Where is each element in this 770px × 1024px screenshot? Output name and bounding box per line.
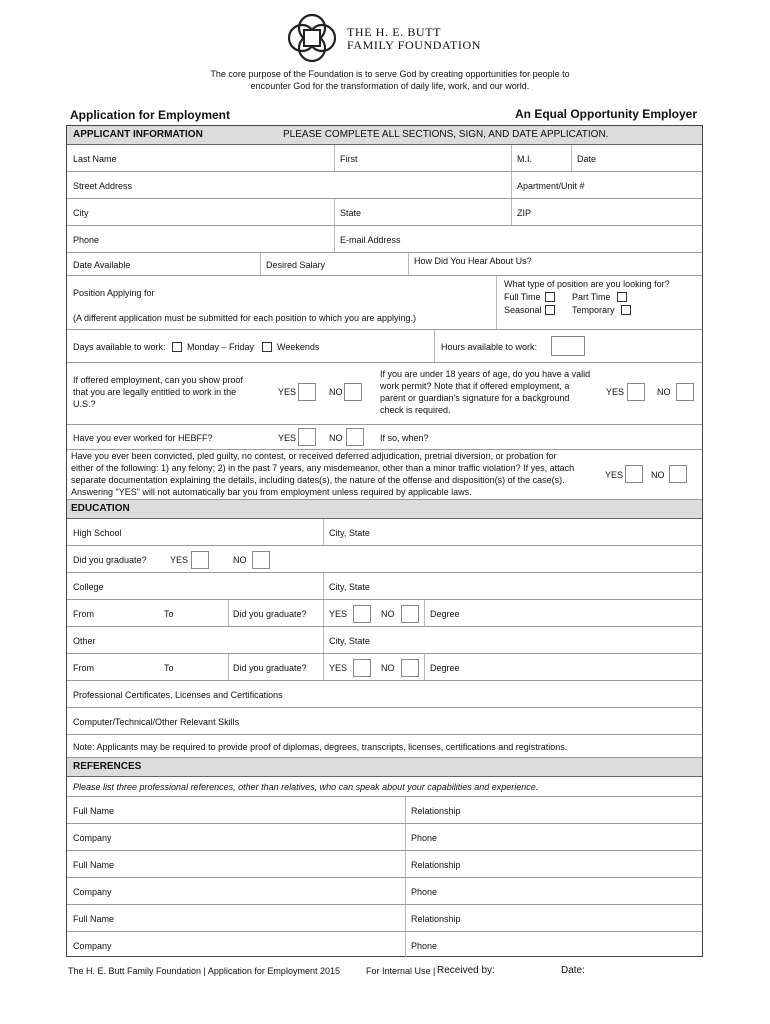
full-time-label: Full Time xyxy=(504,292,541,302)
education-note: Note: Applicants may be required to provide proof of diplomas, degrees, transcripts, licenses, certifications and registrations. xyxy=(73,742,568,752)
skills-row[interactable] xyxy=(67,708,702,735)
desired-salary-label: Desired Salary xyxy=(266,260,326,270)
full-time-checkbox[interactable] xyxy=(545,292,555,302)
under18-line2: work permit? Note that if offered employment, a xyxy=(380,381,570,391)
reference1-company-row[interactable] xyxy=(67,824,702,851)
college-row[interactable] xyxy=(67,573,702,600)
under18-yes-label: YES xyxy=(606,387,625,397)
availability-row[interactable] xyxy=(67,253,702,276)
ref3-relationship-label: Relationship xyxy=(411,914,461,924)
conviction-row[interactable] xyxy=(67,450,702,500)
conviction-no-box[interactable] xyxy=(669,465,687,483)
part-time-checkbox[interactable] xyxy=(617,292,627,302)
phone-label: Phone xyxy=(73,235,100,245)
ref1-name-label: Full Name xyxy=(73,806,115,816)
work-eligibility-row[interactable] xyxy=(67,363,702,425)
ref3-phone-label: Phone xyxy=(411,941,438,951)
hebff-yes-label: YES xyxy=(278,433,297,443)
proof-no-label: NO xyxy=(329,387,343,397)
references-instruction-row xyxy=(67,777,702,797)
street-address-label: Street Address xyxy=(73,181,133,191)
hebff-when-label: If so, when? xyxy=(380,433,429,443)
zip-label: ZIP xyxy=(517,208,532,218)
application-form xyxy=(66,125,703,957)
city-row[interactable] xyxy=(67,199,702,226)
hs-no-box[interactable] xyxy=(252,551,270,569)
hours-available-field[interactable] xyxy=(551,336,585,356)
email-label: E-mail Address xyxy=(340,235,401,245)
ref1-company-label: Company xyxy=(73,833,112,843)
footer-received-by: Received by: xyxy=(437,965,495,976)
other-to-label: To xyxy=(164,663,174,673)
education-section-title: EDUCATION xyxy=(71,503,130,514)
reference3-name-row[interactable] xyxy=(67,905,702,932)
other-dates-row[interactable] xyxy=(67,654,702,681)
temporary-label: Temporary xyxy=(572,305,615,315)
skills-label: Computer/Technical/Other Relevant Skills xyxy=(73,717,240,727)
college-city-label: City, State xyxy=(329,582,370,592)
college-yes-label: YES xyxy=(329,609,348,619)
hours-available-label: Hours available to work: xyxy=(441,342,538,352)
conviction-yes-box[interactable] xyxy=(625,465,643,483)
conviction-yes-label: YES xyxy=(605,470,624,480)
hebff-no-label: NO xyxy=(329,433,343,443)
under18-line1: If you are under 18 years of age, do you have a valid xyxy=(380,369,591,379)
college-degree-label: Degree xyxy=(430,609,460,619)
applicant-instruction: PLEASE COMPLETE ALL SECTIONS, SIGN, AND DATE APPLICATION. xyxy=(283,129,609,140)
seasonal-checkbox[interactable] xyxy=(545,305,555,315)
conviction-line1: Have you ever been convicted, pled guilty, no contest, or received deferred adjudication, pretrial diversion, or probation for xyxy=(71,451,557,461)
footer-date: Date: xyxy=(561,965,585,976)
days-available-row[interactable] xyxy=(67,330,702,363)
other-no-box[interactable] xyxy=(401,659,419,677)
reference1-name-row[interactable] xyxy=(67,797,702,824)
reference3-company-row[interactable] xyxy=(67,932,702,957)
conviction-no-label: NO xyxy=(651,470,665,480)
date-available-label: Date Available xyxy=(73,260,131,270)
foundation-logo xyxy=(286,12,338,64)
org-name-line1: THE H. E. BUTT xyxy=(347,25,442,39)
conviction-line4: Answering "YES" will not automatically bar you from employment unless required by applicable laws. xyxy=(71,487,472,497)
high-school-city-label: City, State xyxy=(329,528,370,538)
part-time-label: Part Time xyxy=(572,292,611,302)
proof-question-line3: U.S.? xyxy=(73,399,96,409)
org-name-line2: FAMILY FOUNDATION xyxy=(347,38,481,52)
footer-internal-use: For Internal Use | xyxy=(366,966,436,976)
hebff-yes-box[interactable] xyxy=(298,428,316,446)
other-school-label: Other xyxy=(73,636,96,646)
hebff-row[interactable] xyxy=(67,425,702,450)
date-label: Date xyxy=(577,154,597,164)
under18-no-box[interactable] xyxy=(676,383,694,401)
under18-no-label: NO xyxy=(657,387,671,397)
references-instruction: Please list three professional references, other than relatives, who can speak about your capabilities and experience. xyxy=(73,782,539,792)
state-label: State xyxy=(340,208,362,218)
hs-yes-label: YES xyxy=(170,555,189,565)
college-dates-row[interactable] xyxy=(67,600,702,627)
proof-yes-label: YES xyxy=(278,387,297,397)
position-note: (A different application must be submitted for each position to which you are applying.) xyxy=(73,313,417,323)
footer-form-id: The H. E. Butt Family Foundation | Application for Employment 2015 xyxy=(68,966,340,976)
position-type-question: What type of position are you looking for? xyxy=(504,279,670,289)
education-note-row xyxy=(67,735,702,758)
hebff-no-box[interactable] xyxy=(346,428,364,446)
weekends-checkbox[interactable] xyxy=(262,342,272,352)
temporary-checkbox[interactable] xyxy=(621,305,631,315)
hs-yes-box[interactable] xyxy=(191,551,209,569)
other-yes-box[interactable] xyxy=(353,659,371,677)
weekdays-checkbox[interactable] xyxy=(172,342,182,352)
seasonal-label: Seasonal xyxy=(504,305,542,315)
references-section-header xyxy=(67,758,702,777)
conviction-line2: either of the following: 1) any felony; 2) in the past 7 years, any misdemeanor, other than a minor traffic violation? If yes, attach xyxy=(71,463,575,473)
ref2-name-label: Full Name xyxy=(73,860,115,870)
under18-yes-box[interactable] xyxy=(627,383,645,401)
first-name-label: First xyxy=(340,154,358,164)
college-from-label: From xyxy=(73,609,94,619)
conviction-line3: separate documentation explaining the details, including dates(s), the nature of the offense and disposition(s) of the case(s). xyxy=(71,475,565,485)
high-school-graduate-row[interactable] xyxy=(67,546,702,573)
ref1-phone-label: Phone xyxy=(411,833,438,843)
high-school-label: High School xyxy=(73,528,122,538)
hs-graduate-label: Did you graduate? xyxy=(73,555,147,565)
reference2-name-row[interactable] xyxy=(67,851,702,878)
other-graduate-label: Did you graduate? xyxy=(233,663,307,673)
purpose-line2: encounter God for the transformation of daily life, work, and our world. xyxy=(250,81,530,91)
college-to-label: To xyxy=(164,609,174,619)
days-available-label: Days available to work: xyxy=(73,342,166,352)
mi-label: M.I. xyxy=(517,154,532,164)
ref2-company-label: Company xyxy=(73,887,112,897)
ref2-relationship-label: Relationship xyxy=(411,860,461,870)
college-label: College xyxy=(73,582,104,592)
street-row[interactable] xyxy=(67,172,702,199)
weekends-label: Weekends xyxy=(277,342,320,352)
other-from-label: From xyxy=(73,663,94,673)
form-title: Application for Employment xyxy=(70,108,231,122)
certificates-label: Professional Certificates, Licenses and Certifications xyxy=(73,690,283,700)
education-section-header xyxy=(67,500,702,519)
apartment-label: Apartment/Unit # xyxy=(517,181,585,191)
proof-question-line1: If offered employment, can you show proof xyxy=(73,375,243,385)
other-yes-label: YES xyxy=(329,663,348,673)
last-name-label: Last Name xyxy=(73,154,117,164)
other-city-label: City, State xyxy=(329,636,370,646)
applicant-section-title: APPLICANT INFORMATION xyxy=(73,129,203,140)
high-school-row[interactable] xyxy=(67,519,702,546)
position-row[interactable] xyxy=(67,276,702,330)
proof-question-line2: that you are legally entitled to work in the xyxy=(73,387,237,397)
other-school-row[interactable] xyxy=(67,627,702,654)
phone-row[interactable] xyxy=(67,226,702,253)
eeo-statement: An Equal Opportunity Employer xyxy=(514,107,697,121)
hebff-question: Have you ever worked for HEBFF? xyxy=(73,433,213,443)
college-yes-box[interactable] xyxy=(353,605,371,623)
city-label: City xyxy=(73,208,89,218)
under18-line3: parent or guardian's signature for a background xyxy=(380,393,570,403)
ref3-name-label: Full Name xyxy=(73,914,115,924)
name-row[interactable] xyxy=(67,145,702,172)
weekdays-label: Monday – Friday xyxy=(187,342,255,352)
references-section-title: REFERENCES xyxy=(73,761,142,772)
purpose-line1: The core purpose of the Foundation is to serve God by creating opportunities for people to xyxy=(210,69,570,79)
reference2-company-row[interactable] xyxy=(67,878,702,905)
ref3-company-label: Company xyxy=(73,941,112,951)
college-no-box[interactable] xyxy=(401,605,419,623)
position-label: Position Applying for xyxy=(73,288,155,298)
ref2-phone-label: Phone xyxy=(411,887,438,897)
proof-yes-box[interactable] xyxy=(298,383,316,401)
ref1-relationship-label: Relationship xyxy=(411,806,461,816)
college-no-label: NO xyxy=(381,609,395,619)
how-hear-label: How Did You Hear About Us? xyxy=(414,256,532,266)
other-no-label: NO xyxy=(381,663,395,673)
hs-no-label: NO xyxy=(233,555,247,565)
proof-no-box[interactable] xyxy=(344,383,362,401)
college-graduate-label: Did you graduate? xyxy=(233,609,307,619)
certificates-row[interactable] xyxy=(67,681,702,708)
other-degree-label: Degree xyxy=(430,663,460,673)
applicant-section-header xyxy=(67,126,702,145)
under18-line4: check is required. xyxy=(380,405,451,415)
